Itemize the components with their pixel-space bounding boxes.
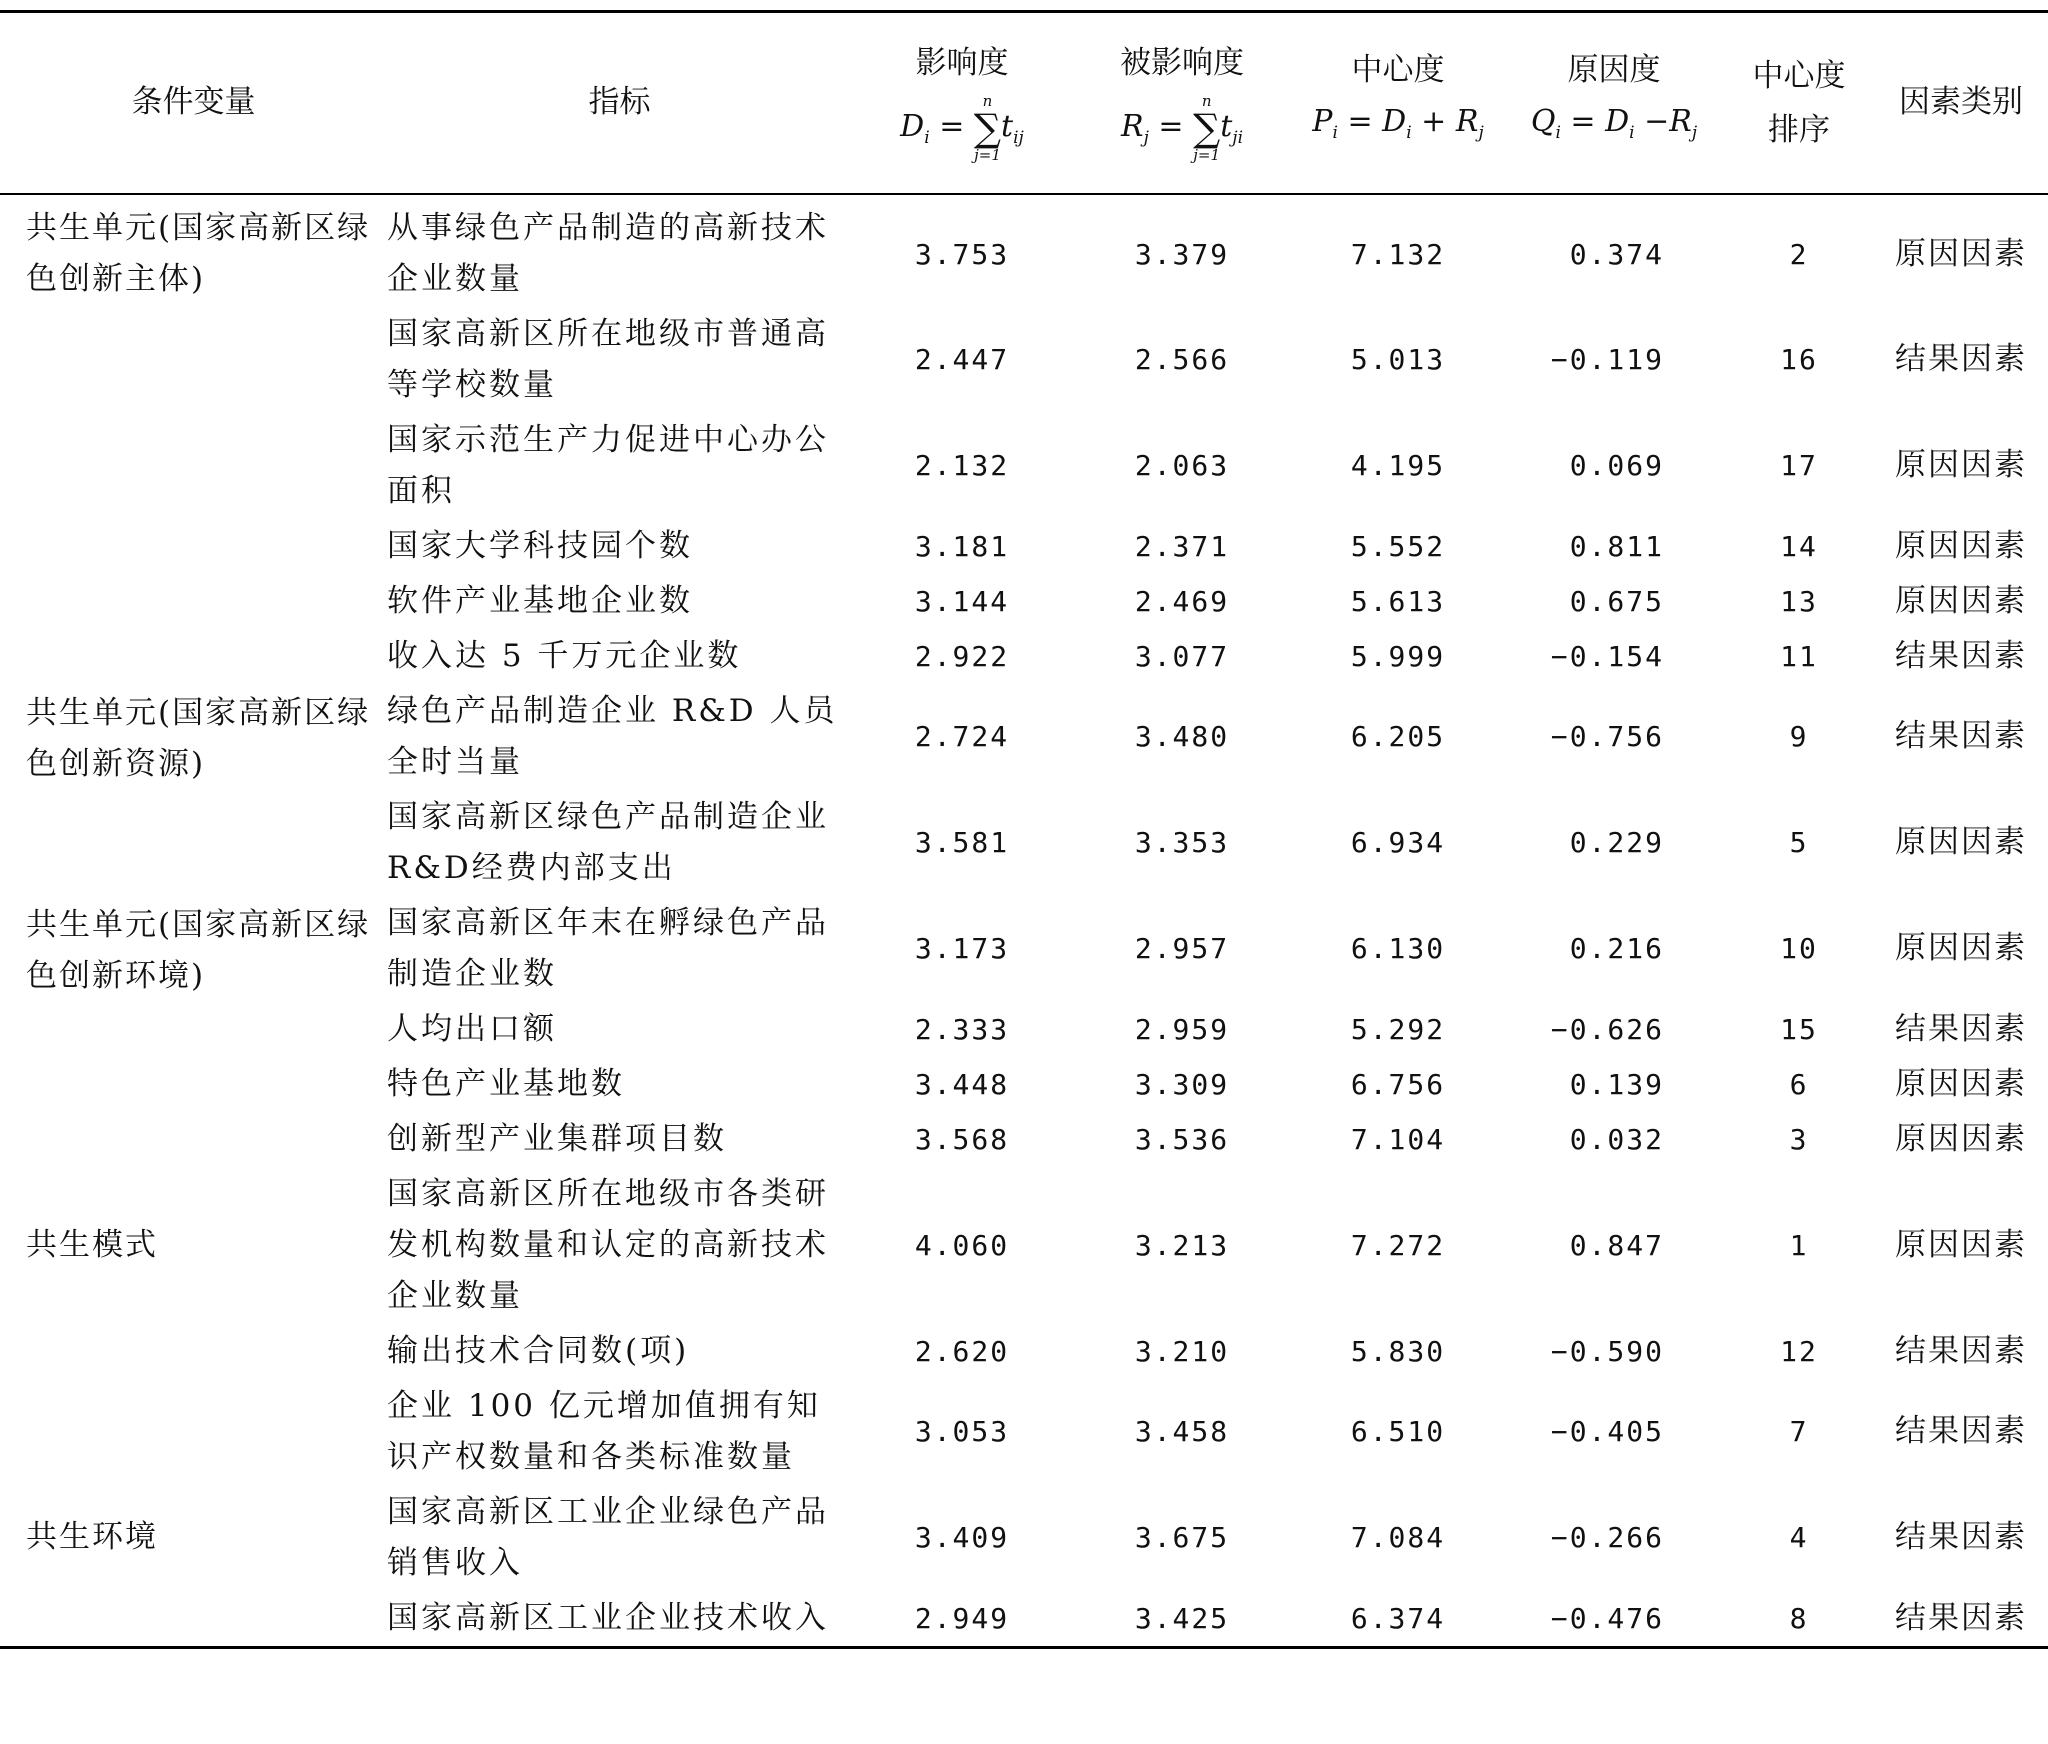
r-cell: 3.480 [1134, 720, 1230, 753]
d-cell: 3.581 [914, 826, 1010, 859]
p-cell: 5.013 [1350, 343, 1446, 376]
header-r [1072, 12, 1292, 194]
indicator-cell: 创新型产业集群项目数 [387, 1120, 727, 1157]
r-cell: 3.379 [1134, 238, 1230, 271]
p-cell: 6.374 [1292, 1591, 1504, 1648]
indicator-cell: 绿色产品制造企业 R&D 人员全时当量 [387, 692, 838, 780]
table-row [0, 1379, 2048, 1485]
indicator-cell: 国家示范生产力促进中心办公面积 [387, 421, 829, 509]
type-cell: 原因因素 [1895, 236, 2027, 272]
p-cell: 6.934 [1350, 826, 1446, 859]
r-cell: 3.675 [1134, 1521, 1230, 1554]
type-cell: 结果因素 [1895, 1519, 2027, 1555]
d-cell: 2.620 [914, 1334, 1010, 1368]
r-cell: 2.566 [1134, 343, 1230, 376]
table-row [0, 896, 2048, 1002]
indicator-cell: 国家大学科技园个数 [387, 527, 693, 564]
type-cell: 结果因素 [1895, 637, 2027, 674]
header-row [0, 12, 2048, 194]
type-cell: 结果因素 [1874, 1591, 2048, 1648]
header-rank-line1: 中心度 [1752, 57, 1846, 94]
indicator-cell: 软件产业基地企业数 [387, 582, 693, 619]
q-cell: 0.032 [1569, 1122, 1664, 1156]
d-cell: 2.949 [852, 1591, 1072, 1648]
r-cell: 3.425 [1072, 1591, 1292, 1648]
type-cell: 结果因素 [1895, 1010, 2027, 1047]
rank-cell: 10 [1780, 932, 1818, 965]
group-label-empty [0, 1379, 387, 1485]
d-cell: 3.053 [914, 1415, 1010, 1448]
rank-cell: 4 [1789, 1521, 1809, 1554]
header-q [1504, 12, 1724, 194]
type-cell: 原因因素 [1895, 930, 2027, 966]
d-cell: 2.922 [914, 639, 1010, 673]
q-cell: 0.216 [1569, 932, 1664, 965]
rank-cell: 5 [1789, 826, 1809, 859]
rank-cell: 14 [1780, 529, 1818, 563]
header-r-formula: $R_j$ = n ∑ j=1 $t_{ji}$ [1120, 91, 1244, 164]
indicator-cell: 特色产业基地数 [387, 1065, 625, 1102]
r-cell: 2.957 [1134, 932, 1230, 965]
q-cell: 0.811 [1569, 529, 1664, 563]
indicator-cell: 国家高新区工业企业技术收入 [387, 1591, 852, 1648]
header-d-formula: $D_i$ = n ∑ j=1 $t_{ij}$ [900, 91, 1024, 164]
r-cell: 3.213 [1134, 1228, 1230, 1262]
header-rank-line2: 排序 [1768, 111, 1830, 148]
q-cell: −0.119 [1550, 343, 1664, 376]
r-cell: 3.309 [1134, 1067, 1230, 1101]
p-cell: 6.130 [1350, 932, 1446, 965]
q-cell: 0.374 [1569, 238, 1664, 271]
d-cell: 3.448 [914, 1067, 1010, 1101]
q-cell: −0.476 [1504, 1591, 1724, 1648]
group-label: 共生模式 [26, 1226, 158, 1263]
rank-cell: 7 [1789, 1415, 1809, 1448]
rank-cell: 17 [1780, 449, 1818, 482]
p-cell: 6.510 [1350, 1415, 1446, 1448]
d-cell: 3.753 [914, 238, 1010, 271]
d-cell: 3.409 [914, 1521, 1010, 1554]
rank-cell: 16 [1780, 343, 1818, 376]
r-cell: 2.063 [1134, 449, 1230, 482]
q-cell: −0.266 [1550, 1521, 1664, 1554]
table-row [0, 1591, 2048, 1648]
p-cell: 5.552 [1350, 529, 1446, 563]
q-cell: 0.069 [1569, 449, 1664, 482]
header-rank [1724, 12, 1874, 194]
r-cell: 3.077 [1134, 639, 1230, 673]
d-cell: 3.181 [914, 529, 1010, 563]
p-cell: 5.292 [1350, 1012, 1446, 1046]
d-cell: 4.060 [914, 1228, 1010, 1262]
d-cell: 2.724 [914, 720, 1010, 753]
data-table [0, 10, 2048, 1649]
table-row [0, 194, 2048, 307]
r-cell: 2.469 [1134, 584, 1230, 618]
indicator-cell: 收入达 5 千万元企业数 [387, 637, 742, 674]
header-d [852, 12, 1072, 194]
r-cell: 2.371 [1134, 529, 1230, 563]
group-label: 共生单元(国家高新区绿色创新资源) [26, 694, 371, 782]
p-cell: 7.104 [1350, 1122, 1446, 1156]
p-cell: 5.613 [1350, 584, 1446, 618]
type-cell: 原因因素 [1895, 1226, 2027, 1263]
header-r-label: 被影响度 [1120, 44, 1244, 81]
p-cell: 7.132 [1350, 238, 1446, 271]
header-q-formula: $Q_i = D_i -R_j$ [1530, 104, 1698, 144]
q-cell: −0.626 [1550, 1012, 1664, 1046]
rank-cell: 2 [1789, 238, 1809, 271]
r-cell: 3.536 [1134, 1122, 1230, 1156]
type-cell: 结果因素 [1895, 1332, 2027, 1369]
indicator-cell: 国家高新区绿色产品制造企业R&D经费内部支出 [387, 798, 829, 886]
indicator-cell: 人均出口额 [387, 1010, 557, 1047]
p-cell: 5.999 [1350, 639, 1446, 673]
q-cell: −0.405 [1550, 1415, 1664, 1448]
header-q-label: 原因度 [1567, 52, 1661, 89]
type-cell: 结果因素 [1895, 718, 2027, 754]
q-cell: 0.675 [1569, 584, 1664, 618]
header-p-label: 中心度 [1351, 52, 1445, 89]
type-cell: 原因因素 [1895, 824, 2027, 860]
rank-cell: 6 [1789, 1067, 1809, 1101]
q-cell: 0.139 [1569, 1067, 1664, 1101]
p-cell: 4.195 [1350, 449, 1446, 482]
p-cell: 6.756 [1350, 1067, 1446, 1101]
rank-cell: 13 [1780, 584, 1818, 618]
indicator-cell: 国家高新区所在地级市普通高等学校数量 [387, 315, 829, 403]
group-label: 共生单元(国家高新区绿色创新主体) [26, 209, 371, 297]
rank-cell: 12 [1780, 1334, 1818, 1368]
r-cell: 3.458 [1134, 1415, 1230, 1448]
header-var: 条件变量 [0, 12, 387, 194]
table-row [0, 1485, 2048, 1591]
type-cell: 原因因素 [1895, 1120, 2027, 1157]
q-cell: −0.756 [1550, 720, 1664, 753]
type-cell: 原因因素 [1895, 582, 2027, 619]
type-cell: 结果因素 [1895, 1413, 2027, 1449]
type-cell: 原因因素 [1895, 1065, 2027, 1102]
group-label: 共生环境 [26, 1519, 158, 1555]
table-row [0, 1324, 2048, 1379]
header-p-formula: $P_i = D_i + R_j$ [1312, 104, 1484, 144]
d-cell: 3.144 [914, 584, 1010, 618]
d-cell: 2.132 [914, 449, 1010, 482]
rank-cell: 15 [1780, 1012, 1818, 1046]
q-cell: 0.847 [1569, 1228, 1664, 1262]
p-cell: 5.830 [1350, 1334, 1446, 1368]
p-cell: 7.084 [1350, 1521, 1446, 1554]
rank-cell: 1 [1789, 1228, 1809, 1262]
indicator-cell: 输出技术合同数(项) [387, 1332, 690, 1369]
type-cell: 原因因素 [1895, 447, 2027, 483]
header-p [1292, 12, 1504, 194]
r-cell: 2.959 [1134, 1012, 1230, 1046]
group-label: 共生单元(国家高新区绿色创新环境) [26, 906, 371, 994]
indicator-cell: 国家高新区年末在孵绿色产品制造企业数 [387, 904, 829, 992]
type-cell: 原因因素 [1895, 527, 2027, 564]
group-label-empty [0, 1591, 387, 1648]
rank-cell: 9 [1789, 720, 1809, 753]
group-label-empty [0, 1324, 387, 1379]
r-cell: 3.210 [1134, 1334, 1230, 1368]
q-cell: −0.154 [1550, 639, 1664, 673]
d-cell: 3.173 [914, 932, 1010, 965]
rank-cell: 11 [1780, 639, 1818, 673]
p-cell: 7.272 [1350, 1228, 1446, 1262]
header-type: 因素类别 [1874, 12, 2048, 194]
indicator-cell: 国家高新区工业企业绿色产品销售收入 [387, 1493, 829, 1581]
rank-cell: 8 [1724, 1591, 1874, 1648]
indicator-cell: 企业 100 亿元增加值拥有知识产权数量和各类标准数量 [387, 1387, 821, 1475]
indicator-cell: 国家高新区所在地级市各类研发机构数量和认定的高新技术企业数量 [387, 1175, 829, 1314]
q-cell: −0.590 [1550, 1334, 1664, 1368]
r-cell: 3.353 [1134, 826, 1230, 859]
indicator-cell: 从事绿色产品制造的高新技术企业数量 [387, 209, 829, 297]
header-indicator: 指标 [387, 12, 852, 194]
table-row [0, 684, 2048, 790]
type-cell: 结果因素 [1895, 341, 2027, 377]
q-cell: 0.229 [1569, 826, 1664, 859]
p-cell: 6.205 [1350, 720, 1446, 753]
table-row [0, 1167, 2048, 1324]
d-cell: 2.447 [914, 343, 1010, 376]
rank-cell: 3 [1789, 1122, 1809, 1156]
header-d-label: 影响度 [915, 44, 1009, 81]
d-cell: 3.568 [914, 1122, 1010, 1156]
d-cell: 2.333 [914, 1012, 1010, 1046]
